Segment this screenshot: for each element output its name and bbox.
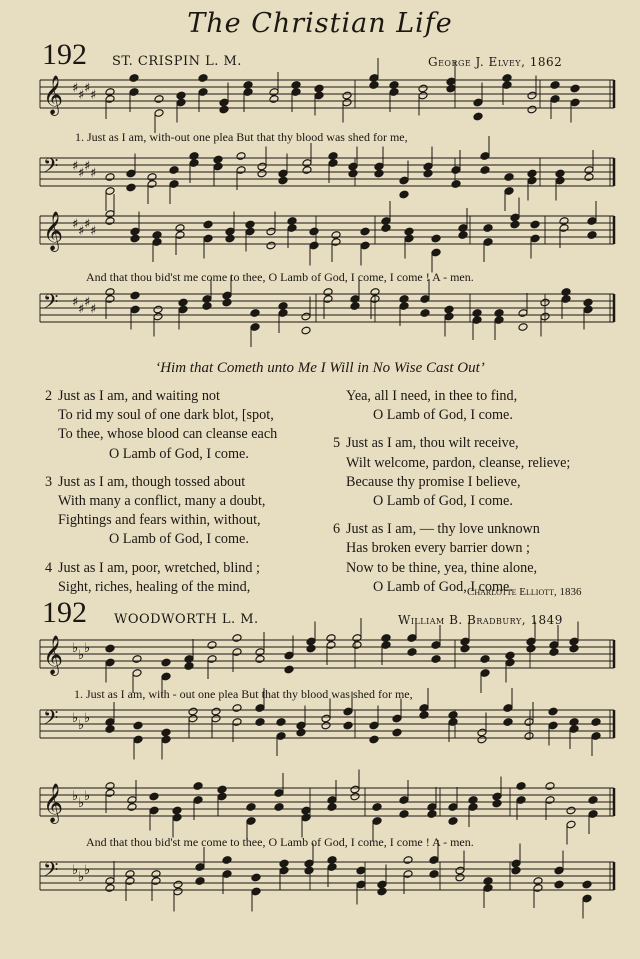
note-head <box>331 231 341 240</box>
note-head <box>352 641 362 650</box>
note-head <box>570 84 580 93</box>
verse-line: To thee, whose blood can cleanse each <box>58 426 278 443</box>
verse-line: Just as I am, poor, wretched, blind ; <box>58 559 260 576</box>
note-head <box>202 302 212 311</box>
note-head <box>448 817 458 826</box>
note-head <box>222 298 232 307</box>
note-head <box>545 782 555 791</box>
flat-icon: ♭ <box>84 789 91 804</box>
note-head <box>129 74 139 83</box>
flat-icon: ♭ <box>84 863 91 878</box>
note-head <box>287 217 297 226</box>
flat-icon: ♭ <box>72 863 79 878</box>
note-head <box>246 803 256 812</box>
note-head <box>326 634 336 643</box>
note-head <box>582 880 592 889</box>
note-head <box>161 658 171 667</box>
note-head <box>503 718 513 727</box>
note-head <box>154 95 164 104</box>
sharp-icon: ♯ <box>78 224 85 239</box>
verse-line: Just as I am, — thy love unknown <box>346 521 540 538</box>
note-head <box>127 803 137 812</box>
note-head <box>232 634 242 643</box>
note-head <box>494 309 504 318</box>
note-head <box>276 718 286 727</box>
verse-number: 5 <box>333 435 341 452</box>
verse-4-continued <box>346 387 570 425</box>
verse-number: 6 <box>333 521 341 538</box>
note-head <box>399 810 409 819</box>
note-head <box>399 295 409 304</box>
note-head <box>468 796 478 805</box>
note-head <box>458 231 468 240</box>
note-head <box>321 721 331 730</box>
note-head <box>483 224 493 233</box>
lyric-line: 1. Just as I am, with - out one plea But that thy blood was shed for me, <box>74 687 413 701</box>
sharp-icon: ♯ <box>78 302 85 317</box>
sharp-icon: ♯ <box>78 166 85 181</box>
page-title: The Christian Life <box>187 8 453 39</box>
note-head <box>431 234 441 243</box>
note-head <box>342 91 352 100</box>
note-head <box>291 81 301 90</box>
note-head <box>418 84 428 93</box>
sharp-icon: ♯ <box>90 224 97 239</box>
flat-icon: ♭ <box>78 796 85 811</box>
note-head <box>533 877 543 886</box>
verse-refrain: O Lamb of God, I come. <box>373 578 513 595</box>
note-head <box>211 707 221 716</box>
note-head <box>356 866 366 875</box>
note-head <box>569 718 579 727</box>
verse-number: 4 <box>45 559 53 576</box>
note-head <box>510 220 520 229</box>
note-head <box>451 180 461 189</box>
note-head <box>173 880 183 889</box>
note-head <box>554 880 564 889</box>
author-attribution: Charlotte Elliott, 1836 <box>467 586 582 598</box>
verse-refrain: O Lamb of God, I come. <box>109 445 249 462</box>
note-head <box>455 873 465 882</box>
note-head <box>392 728 402 737</box>
verse-refrain: O Lamb of God, I come. <box>109 531 249 548</box>
note-head <box>328 152 338 161</box>
note-head <box>193 782 203 791</box>
note-head <box>505 651 515 660</box>
note-head <box>403 856 413 865</box>
note-head <box>152 231 162 240</box>
flat-icon: ♭ <box>72 711 79 726</box>
note-head <box>198 74 208 83</box>
note-head <box>269 95 279 104</box>
note-head <box>279 859 289 868</box>
note-head <box>105 782 115 791</box>
note-head <box>105 884 115 893</box>
tune-name: WOODWORTH L. M. <box>114 612 259 627</box>
note-head <box>460 644 470 653</box>
sharp-icon: ♯ <box>72 217 79 232</box>
note-head <box>153 305 163 314</box>
sharp-icon: ♯ <box>90 302 97 317</box>
note-head <box>429 870 439 879</box>
verse-3 <box>45 473 277 550</box>
note-head <box>343 721 353 730</box>
note-head <box>309 227 319 236</box>
sharp-icon: ♯ <box>90 88 97 103</box>
note-head <box>175 224 185 233</box>
verse-line: Because thy promise I believe, <box>346 473 521 490</box>
note-head <box>172 806 182 815</box>
flat-icon: ♭ <box>72 641 79 656</box>
verse-4 <box>45 559 277 597</box>
treble-clef-icon: 𝄞 <box>43 783 64 823</box>
note-head <box>369 81 379 90</box>
lyric-line: And that thou bid'st me come to thee, O Lamb of God, I come, I come ! A - men. <box>86 270 474 284</box>
treble-clef-icon: 𝄞 <box>43 75 64 115</box>
verse-line: With many a conflict, many a doubt, <box>58 493 266 510</box>
note-head <box>569 644 579 653</box>
note-head <box>377 887 387 896</box>
note-head <box>245 220 255 229</box>
note-head <box>583 298 593 307</box>
sharp-icon: ♯ <box>72 295 79 310</box>
note-head <box>473 112 483 121</box>
sharp-icon: ♯ <box>84 159 91 174</box>
flat-icon: ♭ <box>78 870 85 885</box>
note-head <box>195 877 205 886</box>
note-head <box>105 173 115 182</box>
note-head <box>188 707 198 716</box>
note-head <box>448 711 458 720</box>
note-head <box>423 169 433 178</box>
note-head <box>296 728 306 737</box>
verse-refrain: O Lamb of God, I come. <box>373 493 513 510</box>
note-head <box>566 806 576 815</box>
note-head <box>130 291 140 300</box>
note-head <box>255 718 265 727</box>
note-head <box>477 735 487 744</box>
note-head <box>419 711 429 720</box>
bass-clef-icon: 𝄢 <box>43 858 59 886</box>
note-head <box>381 634 391 643</box>
note-head <box>350 792 360 801</box>
note-head <box>511 866 521 875</box>
lyric-line: And that thou bid'st me come to thee, O Lamb of God, I come, I come ! A - men. <box>86 835 474 849</box>
note-head <box>203 220 213 229</box>
note-head <box>251 873 261 882</box>
note-head <box>348 169 358 178</box>
note-head <box>420 309 430 318</box>
note-head <box>370 288 380 297</box>
note-head <box>178 298 188 307</box>
sharp-icon: ♯ <box>84 81 91 96</box>
note-head <box>250 309 260 318</box>
verse-number: 3 <box>45 473 53 490</box>
note-head <box>274 803 284 812</box>
note-head <box>492 799 502 808</box>
bass-clef-icon: 𝄢 <box>43 290 59 318</box>
note-head <box>548 707 558 716</box>
note-head <box>125 870 135 879</box>
sharp-icon: ♯ <box>78 88 85 103</box>
note-head <box>516 782 526 791</box>
note-head <box>151 870 161 879</box>
note-head <box>504 173 514 182</box>
note-head <box>588 796 598 805</box>
note-head <box>518 323 528 332</box>
note-head <box>530 220 540 229</box>
note-head <box>105 217 115 226</box>
note-head <box>399 190 409 199</box>
note-head <box>446 84 456 93</box>
verse-line: Just as I am, though tossed about <box>58 473 246 490</box>
note-head <box>306 644 316 653</box>
note-head <box>404 227 414 236</box>
note-head <box>278 302 288 311</box>
note-head <box>189 152 199 161</box>
note-head <box>147 173 157 182</box>
note-head <box>480 655 490 664</box>
verse-line: Sight, riches, healing of the mind, <box>58 578 251 595</box>
sharp-icon: ♯ <box>84 217 91 232</box>
verse-line: Now to be thine, yea, thine alone, <box>346 559 538 576</box>
note-head <box>527 169 537 178</box>
note-head <box>105 88 115 97</box>
note-head <box>559 217 569 226</box>
composer: William B. Bradbury, 1849 <box>398 613 563 627</box>
note-head <box>591 718 601 727</box>
note-head <box>350 302 360 311</box>
note-head <box>480 166 490 175</box>
verse-line: Has broken every barrier down ; <box>346 540 530 557</box>
verse-line: Yea, all I need, in thee to find, <box>346 388 518 404</box>
note-head <box>327 856 337 865</box>
note-head <box>169 166 179 175</box>
flat-icon: ♭ <box>78 648 85 663</box>
note-head <box>524 732 534 741</box>
bass-clef-icon: 𝄢 <box>43 706 59 734</box>
sharp-icon: ♯ <box>72 81 79 96</box>
note-head <box>301 326 311 335</box>
verse-line: Wilt welcome, pardon, cleanse, relieve; <box>346 454 571 471</box>
note-head <box>431 655 441 664</box>
note-head <box>176 91 186 100</box>
verse-column-right <box>333 387 571 597</box>
composer: George J. Elvey, 1862 <box>428 55 563 69</box>
note-head <box>561 288 571 297</box>
note-head <box>278 176 288 185</box>
note-head <box>133 721 143 730</box>
note-head <box>184 662 194 671</box>
note-head <box>257 169 267 178</box>
verse-number: 2 <box>45 388 53 404</box>
flat-icon: ♭ <box>78 718 85 733</box>
note-head <box>427 810 437 819</box>
note-head <box>444 305 454 314</box>
note-head <box>360 227 370 236</box>
note-head <box>374 169 384 178</box>
note-head <box>550 81 560 90</box>
note-head <box>472 309 482 318</box>
note-head <box>369 735 379 744</box>
verse-line: Just as I am, thou wilt receive, <box>346 435 519 452</box>
flat-icon: ♭ <box>84 641 91 656</box>
note-head <box>105 288 115 297</box>
tune-name: ST. CRISPIN L. M. <box>112 54 242 69</box>
sharp-icon: ♯ <box>72 159 79 174</box>
sharp-icon: ♯ <box>84 295 91 310</box>
note-head <box>304 866 314 875</box>
note-head <box>243 81 253 90</box>
note-head <box>132 655 142 664</box>
note-head <box>161 728 171 737</box>
bass-clef-icon: 𝄢 <box>43 154 59 182</box>
note-head <box>222 856 232 865</box>
note-head <box>381 224 391 233</box>
verse-line: Fightings and fears within, without, <box>58 512 261 529</box>
note-head <box>105 644 115 653</box>
note-head <box>105 725 115 734</box>
verse-refrain: O Lamb of God, I come. <box>373 407 513 424</box>
hymn-number: 192 <box>42 596 87 629</box>
note-head <box>266 241 276 250</box>
note-head <box>527 105 537 114</box>
note-head <box>327 803 337 812</box>
note-head <box>126 183 136 192</box>
note-head <box>130 234 140 243</box>
treble-clef-icon: 𝄞 <box>43 635 64 675</box>
treble-clef-icon: 𝄞 <box>43 211 64 251</box>
note-head <box>555 169 565 178</box>
note-head <box>587 231 597 240</box>
note-head <box>372 803 382 812</box>
note-head <box>301 806 311 815</box>
hymn-number: 192 <box>42 38 87 71</box>
note-head <box>213 155 223 164</box>
note-head <box>407 648 417 657</box>
note-head <box>549 648 559 657</box>
note-head <box>526 644 536 653</box>
flat-icon: ♭ <box>72 789 79 804</box>
note-head <box>149 792 159 801</box>
note-head <box>323 288 333 297</box>
note-head <box>584 173 594 182</box>
note-head <box>284 665 294 674</box>
note-head <box>255 655 265 664</box>
note-head <box>236 152 246 161</box>
verse-line: To rid my soul of one dark blot, [spot, <box>58 407 274 424</box>
sharp-icon: ♯ <box>90 166 97 181</box>
lyric-line: 1. Just as I am, with-out one plea But that thy blood was shed for me, <box>75 130 408 144</box>
note-head <box>483 877 493 886</box>
note-head <box>389 81 399 90</box>
note-head <box>225 234 235 243</box>
note-head <box>219 105 229 114</box>
verse-line: Just as I am, and waiting not <box>58 388 220 404</box>
hymn-subtitle: ‘Him that Cometh unto Me I Will in No Wise Cast Out’ <box>155 360 485 376</box>
verse-column-left <box>45 387 278 597</box>
note-head <box>502 74 512 83</box>
flat-icon: ♭ <box>84 711 91 726</box>
note-head <box>314 84 324 93</box>
verse-5 <box>333 434 571 511</box>
verse-2 <box>45 387 278 464</box>
note-head <box>207 641 217 650</box>
note-head <box>302 166 312 175</box>
note-head <box>217 785 227 794</box>
note-head <box>232 704 242 713</box>
